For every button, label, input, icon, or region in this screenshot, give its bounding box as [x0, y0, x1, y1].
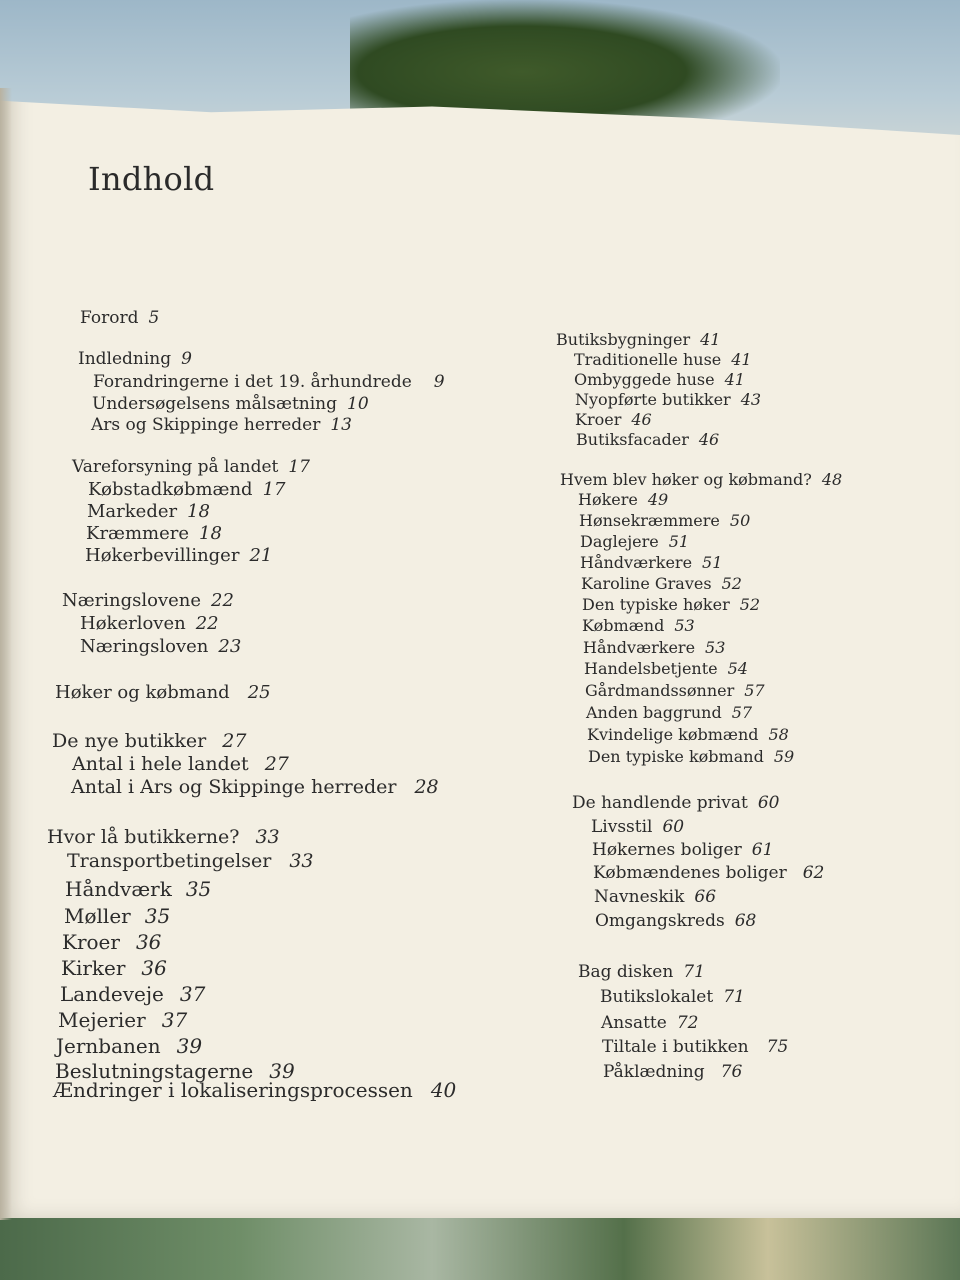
- toc-entry-page: 60: [662, 817, 685, 837]
- toc-entry: [556, 330, 720, 349]
- toc-entry-label: Ansatte: [601, 1013, 667, 1033]
- toc-entry-label: Navneskik: [594, 887, 685, 907]
- toc-entry-page: 9: [181, 349, 192, 369]
- toc-entry-label: Daglejere: [580, 532, 659, 551]
- toc-entry-page: 71: [683, 962, 705, 982]
- tree-photo: [350, 0, 780, 120]
- toc-entry-page: 28: [414, 776, 439, 798]
- toc-entry-page: 62: [802, 863, 825, 883]
- toc-entry-page: 22: [211, 590, 234, 611]
- toc-entry-label: Indledning: [78, 349, 172, 369]
- toc-entry-page: 25: [247, 682, 271, 703]
- toc-entry: [578, 962, 705, 982]
- toc-entry: [594, 887, 716, 907]
- toc-entry: [592, 840, 773, 860]
- toc-entry-page: 41: [700, 330, 721, 349]
- toc-entry-page: 33: [289, 850, 314, 872]
- toc-entry-page: 37: [179, 982, 206, 1006]
- page-title: Indhold: [88, 160, 215, 198]
- toc-entry: [587, 725, 789, 744]
- toc-entry: [586, 703, 752, 722]
- toc-entry-page: 54: [727, 659, 748, 678]
- toc-entry: [58, 1008, 187, 1032]
- toc-entry-label: Næringsloven: [80, 636, 209, 657]
- toc-entry-label: Ombyggede huse: [574, 370, 715, 389]
- toc-entry-page: 68: [734, 911, 757, 931]
- toc-entry: [574, 350, 752, 369]
- toc-entry-page: 46: [631, 410, 652, 429]
- toc-entry-label: Ændringer i lokaliseringsprocessen: [53, 1078, 413, 1102]
- toc-entry-page: 27: [222, 730, 247, 752]
- toc-entry: [52, 730, 246, 752]
- toc-entry-page: 52: [721, 574, 742, 593]
- toc-entry-page: 53: [705, 638, 726, 657]
- toc-entry: [60, 982, 205, 1006]
- toc-entry-page: 35: [185, 877, 212, 901]
- toc-entry: [582, 616, 695, 635]
- toc-entry-page: 57: [744, 681, 765, 700]
- toc-entry: [560, 470, 842, 489]
- toc-entry-label: Gårdmandssønner: [585, 681, 735, 700]
- toc-entry-page: 59: [773, 747, 795, 766]
- toc-entry-page: 33: [255, 826, 280, 848]
- toc-entry-label: Mejerier: [58, 1008, 146, 1032]
- toc-entry-page: 39: [269, 1059, 295, 1083]
- toc-entry: [576, 430, 719, 449]
- toc-entry: [80, 636, 241, 657]
- toc-entry-label: Hønsekræmmere: [579, 511, 720, 530]
- toc-entry-label: Høkerloven: [80, 613, 186, 634]
- toc-entry-page: 36: [141, 956, 167, 980]
- toc-entry-page: 48: [821, 470, 843, 489]
- toc-entry-label: Ars og Skippinge herreder: [91, 415, 321, 435]
- toc-entry: [575, 390, 761, 409]
- toc-entry-label: Vareforsyning på landet: [72, 457, 279, 477]
- toc-entry: [61, 956, 167, 980]
- toc-entry-label: Høkerbevillinger: [85, 545, 240, 566]
- toc-entry: [65, 877, 211, 901]
- toc-entry-label: Købstadkøbmænd: [88, 479, 253, 500]
- toc-entry-page: 10: [347, 394, 369, 414]
- toc-entry-page: 72: [676, 1013, 699, 1033]
- toc-entry-page: 76: [720, 1062, 743, 1082]
- toc-entry-page: 61: [751, 840, 774, 860]
- toc-entry-label: Købmænd: [582, 616, 665, 635]
- toc-entry-page: 50: [729, 511, 751, 530]
- toc-entry-label: De handlende privat: [572, 793, 748, 813]
- toc-entry-page: 22: [195, 613, 219, 634]
- toc-entry-page: 71: [723, 987, 745, 1007]
- toc-entry-label: Forord: [80, 308, 139, 328]
- toc-entry-label: Kroer: [575, 410, 622, 429]
- toc-entry: [585, 681, 765, 700]
- toc-entry-page: 35: [144, 904, 171, 928]
- toc-entry: [85, 545, 272, 566]
- toc-entry-label: Anden baggrund: [586, 703, 722, 722]
- toc-entry-page: 41: [724, 370, 745, 389]
- toc-entry: [602, 1037, 788, 1057]
- toc-entry-page: 41: [731, 350, 752, 369]
- toc-entry-label: Transportbetingelser: [67, 850, 272, 872]
- toc-entry: [580, 532, 689, 551]
- toc-entry: [582, 595, 760, 614]
- toc-entry-label: Købmændenes boliger: [593, 863, 787, 883]
- toc-entry-label: Forandringerne i det 19. århundrede: [93, 372, 412, 392]
- toc-entry-label: Hvor lå butikkerne?: [47, 826, 240, 848]
- toc-entry: [78, 349, 192, 369]
- toc-entry: [93, 372, 445, 392]
- toc-entry-label: Antal i Ars og Skippinge herreder: [71, 776, 397, 798]
- toc-entry-label: Kvindelige købmænd: [587, 725, 759, 744]
- toc-entry-label: Håndværk: [65, 877, 172, 901]
- toc-entry: [583, 638, 725, 657]
- toc-entry-page: 5: [148, 308, 160, 328]
- toc-entry-page: 40: [430, 1078, 457, 1102]
- toc-entry: [64, 904, 170, 928]
- toc-entry-label: Beslutningstagerne: [55, 1059, 254, 1083]
- toc-entry-label: Handelsbetjente: [584, 659, 718, 678]
- toc-entry-page: 51: [702, 553, 723, 572]
- toc-entry-label: Markeder: [87, 501, 178, 522]
- toc-entry-label: Butiksbygninger: [556, 330, 691, 349]
- toc-entry: [578, 490, 668, 509]
- toc-entry: [47, 826, 280, 848]
- toc-entry: [588, 747, 794, 766]
- toc-entry-label: Påklædning: [603, 1062, 705, 1082]
- toc-entry-page: 66: [694, 887, 717, 907]
- toc-entry-label: Den typiske købmand: [588, 747, 764, 766]
- toc-entry: [72, 753, 289, 775]
- toc-entry-label: Jernbanen: [56, 1034, 161, 1058]
- toc-entry: [88, 479, 286, 500]
- toc-entry: [603, 1062, 742, 1082]
- toc-entry-label: Håndværkere: [583, 638, 696, 657]
- toc-entry: [80, 308, 159, 328]
- toc-entry: [584, 659, 748, 678]
- toc-entry-page: 46: [698, 430, 720, 449]
- toc-entry: [92, 394, 369, 414]
- toc-entry-label: Høkernes boliger: [592, 840, 742, 860]
- toc-entry-label: Høker og købmand: [55, 682, 230, 703]
- toc-entry-page: 27: [264, 753, 289, 775]
- toc-entry-label: Høkere: [578, 490, 638, 509]
- toc-entry: [593, 863, 824, 883]
- toc-entry-page: 23: [218, 636, 242, 657]
- toc-entry: [572, 793, 779, 813]
- toc-entry-label: Den typiske høker: [582, 595, 730, 614]
- toc-entry: [591, 817, 684, 837]
- toc-entry: [91, 415, 352, 435]
- toc-entry-label: Kirker: [61, 956, 126, 980]
- toc-entry-label: De nye butikker: [52, 730, 207, 752]
- toc-entry: [62, 930, 161, 954]
- toc-entry-page: 51: [668, 532, 690, 551]
- toc-entry-page: 39: [176, 1034, 203, 1058]
- toc-entry-page: 37: [161, 1008, 188, 1032]
- book-spine-shadow: [0, 88, 12, 1220]
- toc-entry: [55, 682, 271, 703]
- toc-entry: [87, 501, 210, 522]
- toc-entry-label: Karoline Graves: [581, 574, 712, 593]
- toc-entry-page: 36: [135, 930, 162, 954]
- toc-entry-label: Butiksfacader: [576, 430, 689, 449]
- toc-entry-label: Butikslokalet: [600, 987, 714, 1007]
- toc-entry-page: 52: [739, 595, 761, 614]
- toc-entry-page: 18: [199, 523, 222, 544]
- toc-entry-page: 17: [288, 457, 310, 477]
- toc-entry-page: 13: [330, 415, 352, 435]
- toc-entry-label: Håndværkere: [580, 553, 693, 572]
- toc-entry-page: 17: [262, 479, 286, 500]
- toc-entry: [56, 1034, 202, 1058]
- toc-entry-label: Undersøgelsens målsætning: [92, 394, 337, 414]
- toc-entry-page: 21: [249, 545, 273, 566]
- toc-entry: [67, 850, 314, 872]
- toc-entry-page: 18: [187, 501, 211, 522]
- toc-entry: [86, 523, 222, 544]
- toc-entry: [601, 1013, 698, 1033]
- toc-entry: [71, 776, 439, 798]
- toc-entry: [579, 511, 750, 530]
- toc-entry-page: 75: [766, 1037, 789, 1057]
- toc-entry: [62, 590, 234, 611]
- toc-entry: [595, 911, 756, 931]
- toc-entry: [80, 613, 219, 634]
- toc-entry-page: 43: [740, 390, 762, 409]
- toc-entry-page: 9: [433, 372, 445, 392]
- toc-entry-page: 53: [674, 616, 695, 635]
- toc-entry: [600, 987, 745, 1007]
- toc-entry-label: Tiltale i butikken: [602, 1037, 749, 1057]
- toc-entry: [575, 410, 652, 429]
- toc-entry-page: 57: [731, 703, 753, 722]
- toc-entry-label: Næringslovene: [62, 590, 202, 611]
- toc-entry-label: Nyopførte butikker: [575, 390, 731, 409]
- toc-entry-label: Bag disken: [578, 962, 674, 982]
- toc-entry: [580, 553, 722, 572]
- toc-entry: [53, 1078, 456, 1102]
- toc-entry-page: 60: [757, 793, 780, 813]
- toc-entry: [72, 457, 310, 477]
- toc-entry-label: Livsstil: [591, 817, 653, 837]
- toc-entry-page: 58: [768, 725, 789, 744]
- toc-entry-label: Landeveje: [60, 982, 164, 1006]
- toc-entry-label: Møller: [64, 904, 131, 928]
- toc-entry-label: Hvem blev høker og købmand?: [560, 470, 812, 489]
- toc-entry-page: 49: [647, 490, 669, 509]
- toc-entry: [581, 574, 742, 593]
- toc-entry: [574, 370, 745, 389]
- toc-entry-label: Omgangskreds: [595, 911, 725, 931]
- toc-entry-label: Kræmmere: [86, 523, 190, 544]
- toc-entry-label: Kroer: [62, 930, 120, 954]
- toc-entry-label: Traditionelle huse: [574, 350, 722, 369]
- toc-entry-label: Antal i hele landet: [72, 753, 249, 775]
